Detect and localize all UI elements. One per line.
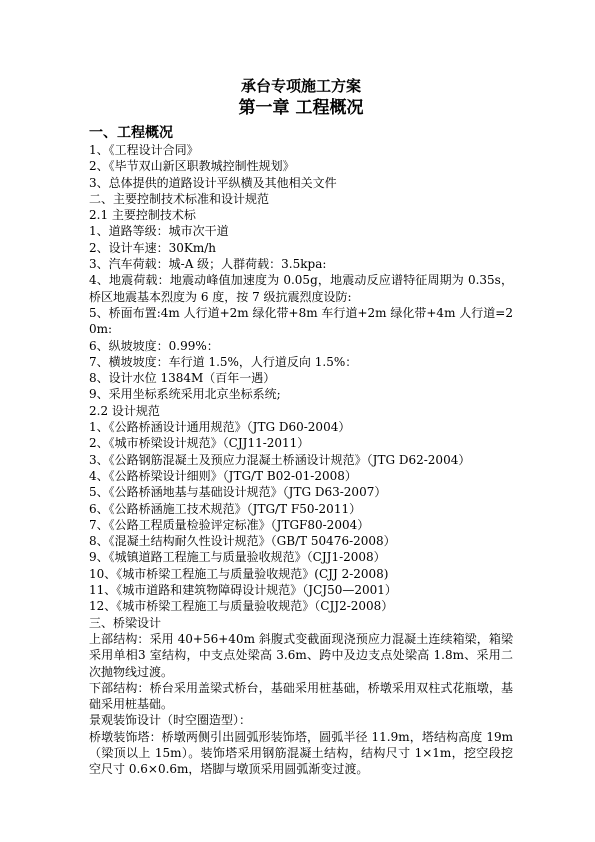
paragraph-superstructure: 上部结构：采用 40+56+40m 斜腹式变截面现浇预应力混凝土连续箱梁，箱梁采用单相3 室结构，中支点处梁高 3.6m、跨中及边支点处梁高 1.8m、采用二次抛物线过渡。 — [89, 631, 513, 679]
paragraph-pier-decoration: 桥墩装饰塔：桥墩两侧引出圆弧形装饰塔，圆弧半径 11.9m，塔结构高度 19m（梁顶以上 15m）。装饰塔采用钢筋混凝土结构，结构尺寸 1×1m，挖空段挖空尺寸 0.6×0.6m，塔脚与墩顶采用圆弧渐变过渡。 — [89, 729, 513, 777]
list-item: 3、总体提供的道路设计平纵横及其他相关文件 — [89, 175, 337, 190]
list-item: 7、《公路工程质量检验评定标准》（JTGF80-2004） — [89, 517, 370, 532]
list-item: 4、地震荷载：地震动峰值加速度为 0.05g，地震动反应谱特征周期为 0.35s，桥区地震基本烈度为 6 度，按 7 级抗震烈度设防: — [89, 273, 513, 304]
list-item: 3、《公路钢筋混凝土及预应力混凝土桥涵设计规范》（JTG D62-2004） — [89, 452, 471, 467]
list-item: 1、《公路桥涵设计通用规范》（JTG D60-2004） — [89, 420, 351, 435]
list-item: 1、道路等级：城市次干道 — [89, 224, 229, 239]
list-item: 11、《城市道路和建筑物障碍设计规范》（JCJ50—2001） — [89, 583, 397, 598]
list-item: 1、《工程设计合同》 — [89, 143, 199, 157]
subsection-heading-landscape: 景观装饰设计（时空圈造型）： — [89, 713, 252, 728]
chapter-heading: 第一章 工程概况 — [238, 98, 364, 118]
document-body — [89, 76, 513, 778]
list-item: 4、《公路桥梁设计细则》（JTG/T B02-01-2008） — [89, 468, 357, 483]
list-item: 5、桥面布置:4m 人行道+2m 绿化带+8m 车行道+2m 绿化带+4m 人行道=20m: — [89, 305, 513, 337]
list-item: 10、《城市桥梁工程施工与质量验收规范》(CJJ 2-2008) — [89, 566, 389, 581]
list-item: 3、汽车荷载：城-A 级；人群荷载：3.5kpa: — [89, 257, 327, 272]
list-item: 2、设计车速：30Km/h — [89, 240, 217, 255]
section-heading-bridge-design: 三、桥梁设计 — [89, 615, 162, 630]
subsection-heading-technical: 2.1 主要控制技术标 — [89, 208, 196, 223]
document-title: 承台专项施工方案 — [240, 77, 361, 95]
list-item: 5、《公路桥涵地基与基础设计规范》（JTG D63-2007） — [89, 485, 387, 500]
list-item: 8、设计水位 1384M（百年一遇） — [89, 371, 276, 386]
list-item: 6、纵坡坡度：0.99%： — [89, 338, 219, 353]
list-item: 7、横坡坡度：车行道 1.5%，人行道反向 1.5%： — [89, 354, 358, 369]
section-heading-standards: 二、主要控制技术标准和设计规范 — [89, 191, 270, 206]
section-heading-overview: 一、工程概况 — [89, 125, 173, 141]
list-item: 6、《公路桥涵施工技术规范》（JTG/T F50-2011） — [89, 501, 362, 516]
list-item: 9、《城镇道路工程施工与质量验收规范》（CJJ1-2008） — [89, 550, 386, 565]
list-item: 9、采用坐标系统采用北京坐标系统; — [89, 387, 281, 402]
list-item: 8、《混凝土结构耐久性设计规范》（GB/T 50476-2008） — [89, 534, 396, 549]
subsection-heading-codes: 2.2 设计规范 — [89, 403, 160, 418]
list-item: 12、《城市桥梁工程施工与质量验收规范》（CJJ2-2008） — [89, 599, 394, 614]
list-item: 2、《城市桥梁设计规范》（CJJ11-2011） — [89, 436, 310, 451]
list-item: 2、《毕节双山新区职教城控制性规划》 — [89, 159, 295, 174]
paragraph-substructure: 下部结构：桥台采用盖梁式桥台，基础采用桩基础，桥墩采用双柱式花瓶墩，基础采用桩基础。 — [89, 680, 513, 712]
